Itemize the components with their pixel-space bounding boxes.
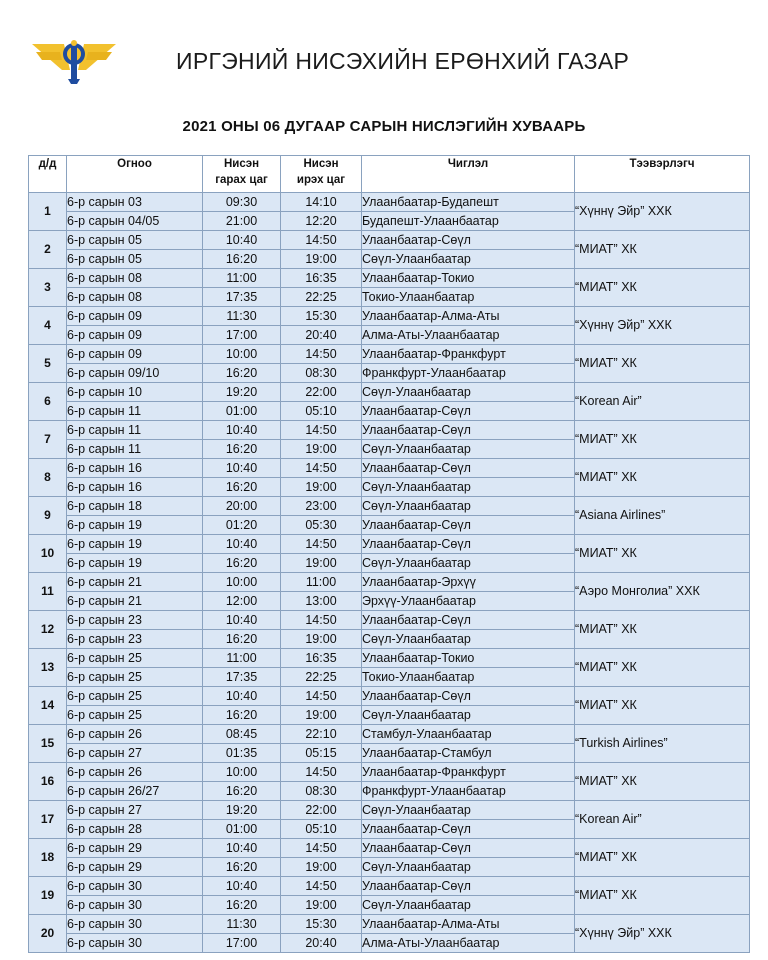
- flight-date: 6-р сарын 08: [67, 288, 203, 307]
- carrier-name: “МИАТ” ХК: [575, 459, 750, 497]
- carrier-name: “Хүннү Эйр” ХХК: [575, 193, 750, 231]
- row-number: 8: [29, 459, 67, 497]
- carrier-name: “Аэро Монголиа” ХХК: [575, 573, 750, 611]
- arrival-time: 12:20: [281, 212, 362, 231]
- flight-route: Улаанбаатар-Сөүл: [362, 535, 575, 554]
- carrier-name: “Хүннү Эйр” ХХК: [575, 915, 750, 953]
- table-row: [29, 801, 750, 820]
- arrival-time: 14:10: [281, 193, 362, 212]
- column-header-date: Огноо: [67, 156, 203, 193]
- flight-route: Сөүл-Улаанбаатар: [362, 706, 575, 725]
- flight-date: 6-р сарын 16: [67, 459, 203, 478]
- departure-time: 10:40: [203, 535, 281, 554]
- departure-time: 08:45: [203, 725, 281, 744]
- flight-route: Франкфурт-Улаанбаатар: [362, 782, 575, 801]
- departure-time: 16:20: [203, 440, 281, 459]
- flight-route: Стамбул-Улаанбаатар: [362, 725, 575, 744]
- carrier-name: “МИАТ” ХК: [575, 269, 750, 307]
- departure-time: 10:00: [203, 573, 281, 592]
- departure-time: 21:00: [203, 212, 281, 231]
- row-number: 13: [29, 649, 67, 687]
- flight-date: 6-р сарын 21: [67, 573, 203, 592]
- flight-route: Токио-Улаанбаатар: [362, 288, 575, 307]
- flight-route: Улаанбаатар-Токио: [362, 269, 575, 288]
- flight-date: 6-р сарын 23: [67, 630, 203, 649]
- carrier-name: “МИАТ” ХК: [575, 611, 750, 649]
- arrival-time: 11:00: [281, 573, 362, 592]
- flight-route: Улаанбаатар-Сөүл: [362, 687, 575, 706]
- departure-time: 11:00: [203, 269, 281, 288]
- flight-date: 6-р сарын 19: [67, 535, 203, 554]
- arrival-time: 22:00: [281, 383, 362, 402]
- flight-date: 6-р сарын 25: [67, 668, 203, 687]
- departure-time: 17:00: [203, 326, 281, 345]
- arrival-time: 14:50: [281, 839, 362, 858]
- departure-time: 10:40: [203, 839, 281, 858]
- flight-route: Улаанбаатар-Сөүл: [362, 231, 575, 250]
- arrival-time: 14:50: [281, 231, 362, 250]
- departure-time: 16:20: [203, 630, 281, 649]
- carrier-name: “МИАТ” ХК: [575, 649, 750, 687]
- row-number: 20: [29, 915, 67, 953]
- departure-time: 10:40: [203, 421, 281, 440]
- arrival-time: 19:00: [281, 440, 362, 459]
- flight-date: 6-р сарын 28: [67, 820, 203, 839]
- departure-header-line2: гарах цаг: [215, 174, 268, 186]
- row-number: 19: [29, 877, 67, 915]
- arrival-time: 05:30: [281, 516, 362, 535]
- arrival-time: 14:50: [281, 459, 362, 478]
- flight-route: Будапешт-Улаанбаатар: [362, 212, 575, 231]
- table-row: [29, 649, 750, 668]
- flight-route: Улаанбаатар-Будапешт: [362, 193, 575, 212]
- carrier-name: “Turkish Airlines”: [575, 725, 750, 763]
- flight-date: 6-р сарын 26/27: [67, 782, 203, 801]
- flight-route: Улаанбаатар-Сөүл: [362, 611, 575, 630]
- row-number: 11: [29, 573, 67, 611]
- table-row: [29, 877, 750, 896]
- flight-date: 6-р сарын 30: [67, 934, 203, 953]
- flight-route: Сөүл-Улаанбаатар: [362, 250, 575, 269]
- flight-date: 6-р сарын 19: [67, 516, 203, 535]
- row-number: 7: [29, 421, 67, 459]
- flight-route: Сөүл-Улаанбаатар: [362, 497, 575, 516]
- departure-time: 11:30: [203, 307, 281, 326]
- arrival-time: 20:40: [281, 326, 362, 345]
- arrival-time: 19:00: [281, 630, 362, 649]
- arrival-time: 15:30: [281, 307, 362, 326]
- table-row: [29, 839, 750, 858]
- row-number: 17: [29, 801, 67, 839]
- flight-route: Улаанбаатар-Сөүл: [362, 877, 575, 896]
- table-row: [29, 459, 750, 478]
- flight-schedule-table: [28, 155, 750, 953]
- arrival-time: 14:50: [281, 687, 362, 706]
- carrier-name: “МИАТ” ХК: [575, 877, 750, 915]
- departure-time: 16:20: [203, 782, 281, 801]
- column-header-carrier: Тээвэрлэгч: [575, 156, 750, 193]
- carrier-name: “МИАТ” ХК: [575, 839, 750, 877]
- departure-time: 19:20: [203, 801, 281, 820]
- arrival-time: 14:50: [281, 763, 362, 782]
- departure-time: 01:00: [203, 820, 281, 839]
- flight-route: Сөүл-Улаанбаатар: [362, 383, 575, 402]
- table-row: [29, 421, 750, 440]
- arrival-time: 22:10: [281, 725, 362, 744]
- flight-date: 6-р сарын 11: [67, 402, 203, 421]
- arrival-time: 22:25: [281, 668, 362, 687]
- departure-time: 16:20: [203, 478, 281, 497]
- departure-time: 11:00: [203, 649, 281, 668]
- table-row: [29, 573, 750, 592]
- arrival-time: 05:10: [281, 402, 362, 421]
- flight-route: Улаанбаатар-Сөүл: [362, 421, 575, 440]
- flight-route: Сөүл-Улаанбаатар: [362, 896, 575, 915]
- arrival-time: 19:00: [281, 706, 362, 725]
- row-number: 14: [29, 687, 67, 725]
- departure-time: 17:35: [203, 668, 281, 687]
- departure-time: 01:00: [203, 402, 281, 421]
- departure-time: 09:30: [203, 193, 281, 212]
- column-header-route: Чиглэл: [362, 156, 575, 193]
- flight-date: 6-р сарын 11: [67, 421, 203, 440]
- arrival-time: 14:50: [281, 421, 362, 440]
- arrival-time: 14:50: [281, 535, 362, 554]
- row-number: 5: [29, 345, 67, 383]
- row-number: 6: [29, 383, 67, 421]
- carrier-name: “МИАТ” ХК: [575, 231, 750, 269]
- arrival-time: 16:35: [281, 269, 362, 288]
- organization-title: ИРГЭНИЙ НИСЭХИЙН ЕРӨНХИЙ ГАЗАР: [176, 48, 630, 74]
- table-row: [29, 231, 750, 250]
- arrival-time: 23:00: [281, 497, 362, 516]
- flight-route: Улаанбаатар-Алма-Аты: [362, 915, 575, 934]
- arrival-time: 16:35: [281, 649, 362, 668]
- table-row: [29, 611, 750, 630]
- flight-route: Эрхүү-Улаанбаатар: [362, 592, 575, 611]
- flight-date: 6-р сарын 23: [67, 611, 203, 630]
- carrier-name: “Korean Air”: [575, 801, 750, 839]
- flight-route: Улаанбаатар-Сөүл: [362, 402, 575, 421]
- row-number: 10: [29, 535, 67, 573]
- departure-time: 16:20: [203, 364, 281, 383]
- arrival-time: 19:00: [281, 250, 362, 269]
- column-header-arrival: [281, 156, 362, 193]
- departure-time: 10:40: [203, 687, 281, 706]
- flight-route: Улаанбаатар-Токио: [362, 649, 575, 668]
- flight-route: Франкфурт-Улаанбаатар: [362, 364, 575, 383]
- arrival-time: 14:50: [281, 877, 362, 896]
- table-row: [29, 535, 750, 554]
- flight-date: 6-р сарын 25: [67, 687, 203, 706]
- departure-time: 19:20: [203, 383, 281, 402]
- flight-route: Токио-Улаанбаатар: [362, 668, 575, 687]
- flight-route: Улаанбаатар-Сөүл: [362, 459, 575, 478]
- flight-date: 6-р сарын 21: [67, 592, 203, 611]
- table-row: [29, 383, 750, 402]
- departure-time: 16:20: [203, 896, 281, 915]
- arrival-time: 15:30: [281, 915, 362, 934]
- carrier-name: “Хүннү Эйр” ХХК: [575, 307, 750, 345]
- flight-date: 6-р сарын 18: [67, 497, 203, 516]
- flight-route: Улаанбаатар-Стамбул: [362, 744, 575, 763]
- table-row: [29, 193, 750, 212]
- departure-time: 12:00: [203, 592, 281, 611]
- flight-route: Улаанбаатар-Франкфурт: [362, 345, 575, 364]
- column-header-departure: [203, 156, 281, 193]
- flight-route: Улаанбаатар-Франкфурт: [362, 763, 575, 782]
- row-number: 15: [29, 725, 67, 763]
- flight-route: Улаанбаатар-Сөүл: [362, 820, 575, 839]
- row-number: 16: [29, 763, 67, 801]
- row-number: 9: [29, 497, 67, 535]
- carrier-name: “Korean Air”: [575, 383, 750, 421]
- flight-route: Улаанбаатар-Алма-Аты: [362, 307, 575, 326]
- flight-route: Улаанбаатар-Эрхүү: [362, 573, 575, 592]
- flight-date: 6-р сарын 29: [67, 839, 203, 858]
- arrival-time: 08:30: [281, 364, 362, 383]
- row-number: 2: [29, 231, 67, 269]
- carrier-name: “МИАТ” ХК: [575, 687, 750, 725]
- table-row: [29, 269, 750, 288]
- departure-time: 16:20: [203, 250, 281, 269]
- flight-route: Сөүл-Улаанбаатар: [362, 440, 575, 459]
- flight-route: Сөүл-Улаанбаатар: [362, 630, 575, 649]
- arrival-time: 22:25: [281, 288, 362, 307]
- carrier-name: “МИАТ” ХК: [575, 763, 750, 801]
- arrival-time: 14:50: [281, 611, 362, 630]
- carrier-name: “МИАТ” ХК: [575, 421, 750, 459]
- arrival-time: 13:00: [281, 592, 362, 611]
- arrival-time: 19:00: [281, 554, 362, 573]
- arrival-time: 14:50: [281, 345, 362, 364]
- departure-time: 10:40: [203, 877, 281, 896]
- arrival-header-line1: Нисэн: [303, 158, 339, 170]
- arrival-time: 19:00: [281, 896, 362, 915]
- row-number: 1: [29, 193, 67, 231]
- departure-time: 01:20: [203, 516, 281, 535]
- column-header-num: д/д: [29, 156, 67, 193]
- departure-time: 16:20: [203, 706, 281, 725]
- flight-route: Улаанбаатар-Сөүл: [362, 839, 575, 858]
- table-row: [29, 915, 750, 934]
- flight-date: 6-р сарын 27: [67, 801, 203, 820]
- arrival-time: 20:40: [281, 934, 362, 953]
- row-number: 3: [29, 269, 67, 307]
- table-row: [29, 307, 750, 326]
- flight-date: 6-р сарын 11: [67, 440, 203, 459]
- flight-date: 6-р сарын 09: [67, 326, 203, 345]
- departure-header-line1: Нисэн: [223, 158, 260, 170]
- flight-date: 6-р сарын 03: [67, 193, 203, 212]
- departure-time: 10:00: [203, 763, 281, 782]
- carrier-name: “МИАТ” ХК: [575, 535, 750, 573]
- arrival-header-line2: ирэх цаг: [296, 174, 346, 186]
- departure-time: 10:40: [203, 611, 281, 630]
- departure-time: 10:00: [203, 345, 281, 364]
- table-row: [29, 763, 750, 782]
- flight-route: Алма-Аты-Улаанбаатар: [362, 934, 575, 953]
- flight-date: 6-р сарын 16: [67, 478, 203, 497]
- flight-route: Сөүл-Улаанбаатар: [362, 858, 575, 877]
- schedule-title: 2021 ОНЫ 06 ДУГААР САРЫН НИСЛЭГИЙН ХУВААРЬ: [182, 118, 586, 135]
- departure-time: 17:00: [203, 934, 281, 953]
- table-row: [29, 497, 750, 516]
- table-row: [29, 345, 750, 364]
- departure-time: 11:30: [203, 915, 281, 934]
- flight-date: 6-р сарын 30: [67, 915, 203, 934]
- header: [0, 30, 768, 90]
- arrival-time: 08:30: [281, 782, 362, 801]
- flight-date: 6-р сарын 26: [67, 725, 203, 744]
- flight-route: Сөүл-Улаанбаатар: [362, 478, 575, 497]
- row-number: 12: [29, 611, 67, 649]
- carrier-name: “Asiana Airlines”: [575, 497, 750, 535]
- flight-date: 6-р сарын 25: [67, 706, 203, 725]
- departure-time: 16:20: [203, 554, 281, 573]
- flight-date: 6-р сарын 09/10: [67, 364, 203, 383]
- arrival-time: 05:15: [281, 744, 362, 763]
- departure-time: 10:40: [203, 231, 281, 250]
- flight-date: 6-р сарын 09: [67, 307, 203, 326]
- civil-aviation-emblem-icon: [32, 36, 116, 86]
- arrival-time: 05:10: [281, 820, 362, 839]
- arrival-time: 22:00: [281, 801, 362, 820]
- flight-route: Алма-Аты-Улаанбаатар: [362, 326, 575, 345]
- carrier-name: “МИАТ” ХК: [575, 345, 750, 383]
- flight-date: 6-р сарын 09: [67, 345, 203, 364]
- flight-date: 6-р сарын 29: [67, 858, 203, 877]
- departure-time: 17:35: [203, 288, 281, 307]
- flight-route: Улаанбаатар-Сөүл: [362, 516, 575, 535]
- departure-time: 16:20: [203, 858, 281, 877]
- table-header-row: [29, 156, 750, 193]
- arrival-time: 19:00: [281, 858, 362, 877]
- table-row: [29, 725, 750, 744]
- flight-route: Сөүл-Улаанбаатар: [362, 801, 575, 820]
- flight-date: 6-р сарын 26: [67, 763, 203, 782]
- row-number: 18: [29, 839, 67, 877]
- flight-date: 6-р сарын 04/05: [67, 212, 203, 231]
- table-body: [29, 193, 750, 953]
- departure-time: 20:00: [203, 497, 281, 516]
- flight-date: 6-р сарын 30: [67, 896, 203, 915]
- row-number: 4: [29, 307, 67, 345]
- departure-time: 10:40: [203, 459, 281, 478]
- flight-date: 6-р сарын 05: [67, 250, 203, 269]
- table-row: [29, 687, 750, 706]
- flight-date: 6-р сарын 08: [67, 269, 203, 288]
- flight-date: 6-р сарын 30: [67, 877, 203, 896]
- flight-route: Сөүл-Улаанбаатар: [362, 554, 575, 573]
- arrival-time: 19:00: [281, 478, 362, 497]
- flight-date: 6-р сарын 10: [67, 383, 203, 402]
- flight-date: 6-р сарын 05: [67, 231, 203, 250]
- flight-date: 6-р сарын 27: [67, 744, 203, 763]
- flight-date: 6-р сарын 25: [67, 649, 203, 668]
- flight-date: 6-р сарын 19: [67, 554, 203, 573]
- departure-time: 01:35: [203, 744, 281, 763]
